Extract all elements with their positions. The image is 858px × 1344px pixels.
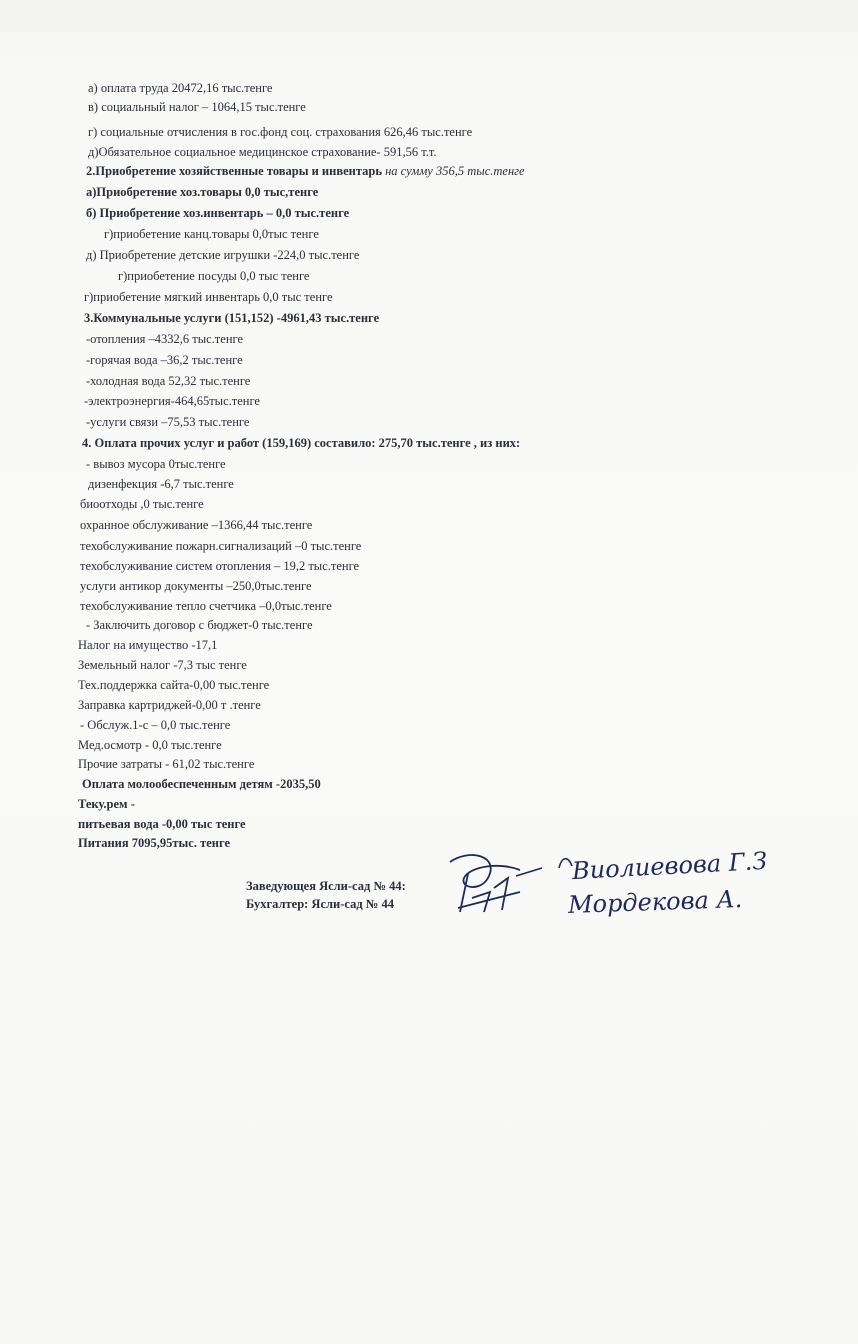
head-signature-mark [430, 848, 550, 918]
head-signature-label: Заведующея Ясли-сад № 44: [246, 879, 406, 893]
line-hot-water: -горячая вода –36,2 тыс.тенге [86, 353, 243, 367]
section-4-heading: 4. Оплата прочих услуг и работ (159,169) составило: 275,70 тыс.тенге , из них: [82, 436, 521, 450]
line-drinking-water: питьевая вода -0,00 тыс тенге [78, 817, 246, 831]
line-heat-meter: техобслуживание тепло счетчика –0,0тыс.тенге [80, 599, 332, 613]
line-communications: -услуги связи –75,53 тыс.тенге [86, 415, 250, 429]
line-property-tax: Налог на имущество -17,1 [78, 638, 218, 652]
line-disinfection: дизенфекция -6,7 тыс.тенге [88, 477, 234, 491]
accountant-signature-label: Бухгалтер: Ясли-сад № 44 [246, 897, 394, 911]
line-toys: д) Приобретение детские игрушки -224,0 тыс.тенге [86, 248, 360, 262]
line-site-support: Тех.поддержка сайта-0,00 тыс.тенге [78, 678, 270, 692]
line-household-goods: а)Приобретение хоз.товары 0,0 тыс,тенге [86, 185, 319, 199]
line-heating-systems: техобслуживание систем отопления – 19,2 тыс.тенге [80, 559, 360, 573]
accountant-handwritten-name: Мордекова А. [567, 884, 743, 920]
section-3-heading: 3.Коммунальные услуги (151,152) -4961,43 тыс.тенге [84, 311, 380, 325]
section-2-amount: на сумму 356,5 тыс.тенге [385, 164, 525, 178]
line-security: охранное обслуживание –1366,44 тыс.тенге [80, 518, 313, 532]
line-budget-contract: - Заключить договор с бюджет-0 тыс.тенге [86, 618, 313, 632]
line-land-tax: Земельный налог -7,3 тыс тенге [78, 658, 247, 672]
line-cold-water: -холодная вода 52,32 тыс.тенге [86, 374, 251, 388]
line-1c-service: - Обслуж.1-с – 0,0 тыс.тенге [80, 718, 231, 732]
line-garbage: - вывоз мусора 0тыс.тенге [86, 457, 226, 471]
line-cartridges: Заправка картриджей-0,00 т .тенге [78, 698, 261, 712]
line-soft-inventory: г)приобетение мягкий инвентарь 0,0 тыс тенге [84, 290, 333, 304]
line-social-tax: в) социальный налог – 1064,15 тыс.тенге [88, 100, 306, 114]
line-household-inventory: б) Приобретение хоз.инвентарь – 0,0 тыс.тенге [86, 206, 350, 220]
line-heating: -отопления –4332,6 тыс.тенге [86, 332, 244, 346]
line-biowaste: биоотходы ,0 тыс.тенге [80, 497, 204, 511]
line-meals: Питания 7095,95тыс. тенге [78, 836, 231, 850]
line-low-income-children: Оплата молообеспеченным детям -2035,50 [82, 777, 321, 791]
line-current-repair: Теку.рем - [78, 797, 135, 811]
line-medical-exam: Мед.осмотр - 0,0 тыс.тенге [78, 738, 222, 752]
line-stationery: г)приобетение канц.товары 0,0тыс тенге [104, 227, 319, 241]
head-handwritten-name: Виолиевова Г.З [571, 846, 768, 886]
line-social-insurance: г) социальные отчисления в гос.фонд соц. страхования 626,46 тыс.тенге [88, 125, 473, 139]
line-fire-alarm: техобслуживание пожарн.сигнализаций –0 тыс.тенге [80, 539, 362, 553]
line-other-costs: Прочие затраты - 61,02 тыс.тенге [78, 757, 255, 771]
line-electricity: -электроэнергия-464,65тыс.тенге [84, 394, 260, 408]
line-medical-insurance: д)Обязательное социальное медицинское страхование- 591,56 т.т. [88, 145, 437, 159]
line-anticorruption: услуги антикор документы –250,0тыс.тенге [80, 579, 312, 593]
section-2-title: 2.Приобретение хозяйственные товары и инвентарь [86, 164, 382, 178]
line-salary: а) оплата труда 20472,16 тыс.тенге [88, 81, 273, 95]
line-dishes: г)приобетение посуды 0,0 тыс тенге [118, 269, 310, 283]
section-2-heading [86, 163, 525, 179]
